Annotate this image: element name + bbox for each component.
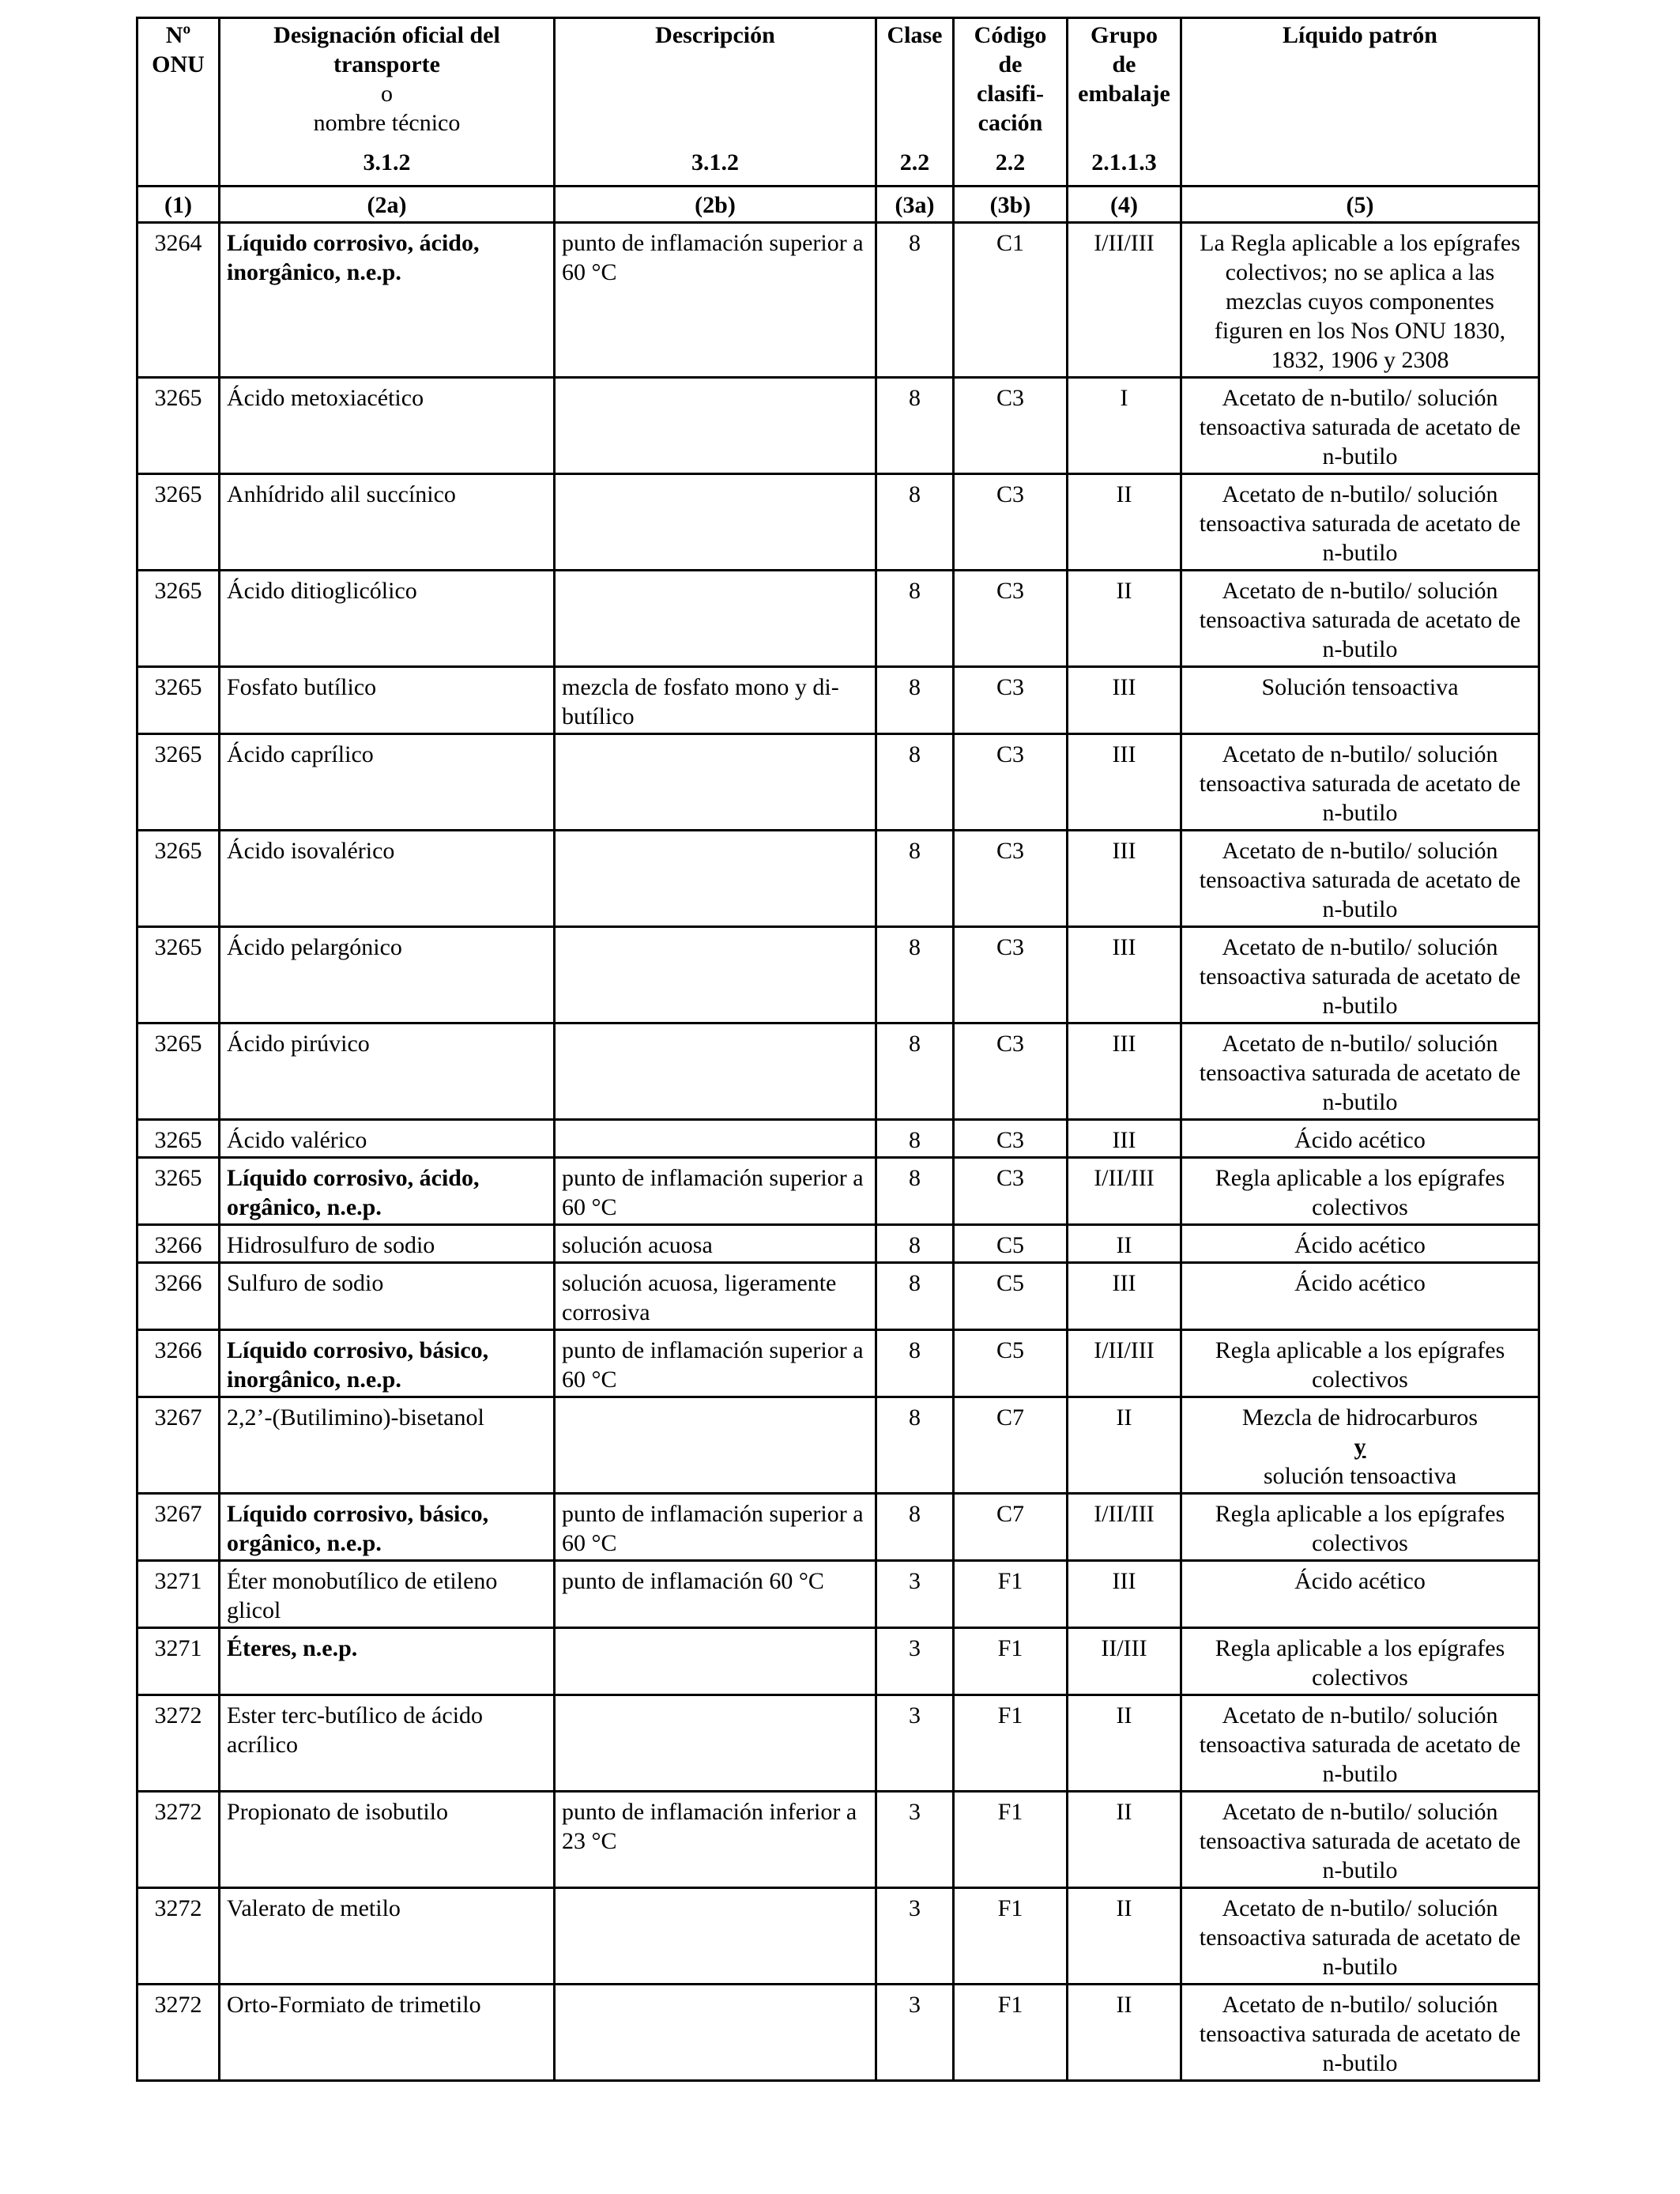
table-row [137, 1120, 1539, 1158]
packing-group-cell: II [1068, 474, 1181, 571]
description-cell [555, 1985, 876, 2081]
class-cell: 3 [876, 1561, 954, 1628]
class-cell: 8 [876, 1330, 954, 1397]
classification-code-cell: C3 [954, 1120, 1068, 1158]
standard-liquid-cell [1181, 1397, 1539, 1494]
packing-group-cell: III [1068, 734, 1181, 831]
class-cell: 8 [876, 1225, 954, 1263]
un-number-cell: 3266 [137, 1330, 220, 1397]
description-cell [555, 1120, 876, 1158]
un-number-cell: 3272 [137, 1792, 220, 1888]
un-number-cell: 3272 [137, 1695, 220, 1792]
header-group-line3: embalaje [1078, 81, 1170, 107]
packing-group-cell: II [1068, 1695, 1181, 1792]
class-cell: 3 [876, 1985, 954, 2081]
column-number: (2b) [555, 187, 876, 223]
class-cell: 8 [876, 223, 954, 378]
standard-liquid-cell: Ácido acético [1181, 1225, 1539, 1263]
classification-code-cell: C7 [954, 1397, 1068, 1494]
official-name-cell: Orto-Formiato de trimetilo [220, 1985, 555, 2081]
classification-code-cell: F1 [954, 1628, 1068, 1695]
description-cell [555, 474, 876, 571]
un-number-cell: 3265 [137, 1023, 220, 1120]
official-name-cell: Éteres, n.e.p. [220, 1628, 555, 1695]
table-row [137, 1397, 1539, 1494]
class-cell: 8 [876, 1158, 954, 1225]
official-name-cell: Ester terc-butílico de ácido acrílico [220, 1695, 555, 1792]
classification-code-cell: C3 [954, 734, 1068, 831]
standard-liquid-cell: Ácido acético [1181, 1561, 1539, 1628]
standard-liquid-cell: Acetato de n-butilo/ solución tensoactiva saturada de acetato de n-butilo [1181, 378, 1539, 474]
header-code-line3: clasifi- [977, 81, 1044, 107]
packing-group-cell: III [1068, 1023, 1181, 1120]
classification-code-cell: C3 [954, 831, 1068, 927]
description-cell: solución acuosa [555, 1225, 876, 1263]
table-row [137, 1023, 1539, 1120]
packing-group-cell: III [1068, 1561, 1181, 1628]
header-group-line1: Grupo [1090, 22, 1158, 48]
packing-group-cell: I/II/III [1068, 1158, 1181, 1225]
description-cell: solución acuosa, ligeramente corrosiva [555, 1263, 876, 1330]
un-number-cell: 3265 [137, 474, 220, 571]
header-official-name [220, 18, 555, 187]
header-official-name-line4: nombre técnico [313, 110, 461, 136]
standard-liquid-cell: Acetato de n-butilo/ solución tensoactiva saturada de acetato de n-butilo [1181, 1888, 1539, 1985]
un-number-cell: 3271 [137, 1628, 220, 1695]
table-row [137, 1792, 1539, 1888]
standard-liquid-cell: Acetato de n-butilo/ solución tensoactiva saturada de acetato de n-butilo [1181, 927, 1539, 1023]
classification-code-cell: C3 [954, 667, 1068, 734]
packing-group-cell: I/II/III [1068, 1494, 1181, 1561]
description-cell: punto de inflamación 60 °C [555, 1561, 876, 1628]
un-number-cell: 3267 [137, 1494, 220, 1561]
column-number-row [137, 187, 1539, 223]
header-description-ref: 3.1.2 [691, 149, 739, 175]
table-row [137, 223, 1539, 378]
un-number-cell: 3265 [137, 378, 220, 474]
header-classification-code [954, 18, 1068, 187]
class-cell: 8 [876, 1023, 954, 1120]
standard-liquid-cell: Acetato de n-butilo/ solución tensoactiva saturada de acetato de n-butilo [1181, 1792, 1539, 1888]
description-cell: punto de inflamación superior a 60 °C [555, 1494, 876, 1561]
table-row [137, 1695, 1539, 1792]
classification-code-cell: F1 [954, 1695, 1068, 1792]
official-name-cell: Sulfuro de sodio [220, 1263, 555, 1330]
description-cell [555, 1695, 876, 1792]
class-cell: 8 [876, 571, 954, 667]
un-number-cell: 3271 [137, 1561, 220, 1628]
packing-group-cell: III [1068, 927, 1181, 1023]
packing-group-cell: II [1068, 1792, 1181, 1888]
class-cell: 8 [876, 1263, 954, 1330]
official-name-cell: Ácido metoxiacético [220, 378, 555, 474]
packing-group-cell: I/II/III [1068, 223, 1181, 378]
standard-liquid-cell: Acetato de n-butilo/ solución tensoactiva saturada de acetato de n-butilo [1181, 831, 1539, 927]
packing-group-cell: II [1068, 1985, 1181, 2081]
un-number-cell: 3266 [137, 1263, 220, 1330]
classification-code-cell: F1 [954, 1561, 1068, 1628]
official-name-cell: Líquido corrosivo, ácido, inorgânico, n.e.p. [220, 223, 555, 378]
class-cell: 8 [876, 1397, 954, 1494]
packing-group-cell: II [1068, 571, 1181, 667]
table-row [137, 1263, 1539, 1330]
header-class-ref: 2.2 [899, 149, 930, 175]
un-number-cell: 3265 [137, 1158, 220, 1225]
table-row [137, 571, 1539, 667]
standard-liquid-line: Mezcla de hidrocarburos [1241, 1404, 1478, 1431]
description-cell: mezcla de fosfato mono y di-butílico [555, 667, 876, 734]
table-row [137, 474, 1539, 571]
classification-code-cell: F1 [954, 1985, 1068, 2081]
packing-group-cell: II [1068, 1397, 1181, 1494]
column-number: (1) [137, 187, 220, 223]
un-number-cell: 3272 [137, 1888, 220, 1985]
classification-code-cell: C3 [954, 474, 1068, 571]
classification-code-cell: C5 [954, 1225, 1068, 1263]
header-official-name-ref: 3.1.2 [363, 149, 411, 175]
official-name-cell: Éter monobutílico de etileno glicol [220, 1561, 555, 1628]
table-row [137, 1225, 1539, 1263]
header-un-number-line2: ONU [152, 51, 205, 77]
class-cell: 8 [876, 667, 954, 734]
official-name-cell: Hidrosulfuro de sodio [220, 1225, 555, 1263]
packing-group-cell: III [1068, 1120, 1181, 1158]
table-row [137, 1330, 1539, 1397]
packing-group-cell: I/II/III [1068, 1330, 1181, 1397]
official-name-cell: Ácido caprílico [220, 734, 555, 831]
header-row [137, 18, 1539, 187]
header-un-number [137, 18, 220, 187]
class-cell: 3 [876, 1695, 954, 1792]
header-group-ref: 2.1.1.3 [1091, 149, 1157, 175]
table-row [137, 667, 1539, 734]
official-name-cell: Líquido corrosivo, ácido, orgânico, n.e.p. [220, 1158, 555, 1225]
classification-code-cell: C3 [954, 1023, 1068, 1120]
classification-code-cell: C7 [954, 1494, 1068, 1561]
description-cell [555, 571, 876, 667]
classification-code-cell: F1 [954, 1792, 1068, 1888]
header-code-line4: cación [977, 110, 1043, 136]
packing-group-cell: II [1068, 1888, 1181, 1985]
standard-liquid-cell: Acetato de n-butilo/ solución tensoactiva saturada de acetato de n-butilo [1181, 571, 1539, 667]
header-description-title: Descripción [655, 22, 775, 48]
table-row [137, 1888, 1539, 1985]
classification-code-cell: C3 [954, 927, 1068, 1023]
packing-group-cell: II/III [1068, 1628, 1181, 1695]
standard-liquid-cell: Acetato de n-butilo/ solución tensoactiva saturada de acetato de n-butilo [1181, 1985, 1539, 2081]
header-official-name-line1: Designación oficial del [273, 22, 500, 48]
description-cell: punto de inflamación inferior a 23 °C [555, 1792, 876, 1888]
description-cell [555, 1023, 876, 1120]
un-number-cell: 3265 [137, 831, 220, 927]
column-number: (4) [1068, 187, 1181, 223]
packing-group-cell: II [1068, 1225, 1181, 1263]
table-row [137, 1158, 1539, 1225]
table-row [137, 1985, 1539, 2081]
description-cell [555, 831, 876, 927]
classification-code-cell: C3 [954, 1158, 1068, 1225]
standard-liquid-cell: Acetato de n-butilo/ solución tensoactiva saturada de acetato de n-butilo [1181, 734, 1539, 831]
header-group-line2: de [1112, 51, 1136, 77]
class-cell: 8 [876, 831, 954, 927]
table-row [137, 927, 1539, 1023]
un-number-cell: 3265 [137, 667, 220, 734]
official-name-cell: Ácido pelargónico [220, 927, 555, 1023]
classification-code-cell: F1 [954, 1888, 1068, 1985]
classification-code-cell: C3 [954, 571, 1068, 667]
description-cell [555, 1397, 876, 1494]
description-cell [555, 927, 876, 1023]
standard-liquid-cell: Ácido acético [1181, 1120, 1539, 1158]
header-official-name-line3: o [381, 81, 393, 107]
official-name-cell: 2,2’-(Butilimino)-bisetanol [220, 1397, 555, 1494]
standard-liquid-line: solución tensoactiva [1263, 1463, 1457, 1489]
standard-liquid-cell: Acetato de n-butilo/ solución tensoactiva saturada de acetato de n-butilo [1181, 474, 1539, 571]
class-cell: 3 [876, 1628, 954, 1695]
table-row [137, 1561, 1539, 1628]
table-row [137, 831, 1539, 927]
packing-group-cell: III [1068, 831, 1181, 927]
un-number-cell: 3272 [137, 1985, 220, 2081]
class-cell: 8 [876, 378, 954, 474]
standard-liquid-cell: Regla aplicable a los epígrafes colectivos [1181, 1628, 1539, 1695]
standard-liquid-cell: Solución tensoactiva [1181, 667, 1539, 734]
un-number-cell: 3267 [137, 1397, 220, 1494]
column-number: (3b) [954, 187, 1068, 223]
class-cell: 3 [876, 1792, 954, 1888]
class-cell: 8 [876, 1494, 954, 1561]
class-cell: 8 [876, 474, 954, 571]
standard-liquid-cell: Regla aplicable a los epígrafes colectivos [1181, 1158, 1539, 1225]
standard-liquid-cell: Acetato de n-butilo/ solución tensoactiva saturada de acetato de n-butilo [1181, 1023, 1539, 1120]
description-cell [555, 1628, 876, 1695]
un-number-cell: 3265 [137, 1120, 220, 1158]
column-number: (3a) [876, 187, 954, 223]
header-class-title: Clase [887, 22, 943, 48]
packing-group-cell: III [1068, 1263, 1181, 1330]
classification-code-cell: C3 [954, 378, 1068, 474]
table-row [137, 1628, 1539, 1695]
header-standard-liquid [1181, 18, 1539, 187]
official-name-cell: Fosfato butílico [220, 667, 555, 734]
table-row [137, 1494, 1539, 1561]
official-name-cell: Ácido ditioglicólico [220, 571, 555, 667]
header-class [876, 18, 954, 187]
header-code-line2: de [998, 51, 1023, 77]
header-official-name-line2: transporte [333, 51, 440, 77]
standard-liquid-conjunction: y [1354, 1434, 1366, 1460]
un-number-cell: 3265 [137, 927, 220, 1023]
packing-group-cell: III [1068, 667, 1181, 734]
un-number-cell: 3264 [137, 223, 220, 378]
dangerous-goods-table [136, 17, 1540, 2082]
table-row [137, 734, 1539, 831]
un-number-cell: 3266 [137, 1225, 220, 1263]
standard-liquid-cell: La Regla aplicable a los epígrafes colectivos; no se aplica a las mezclas cuyos componentes figuren en los Nos ONU 1830, 1832, 1906 y 2308 [1181, 223, 1539, 378]
standard-liquid-cell: Acetato de n-butilo/ solución tensoactiva saturada de acetato de n-butilo [1181, 1695, 1539, 1792]
header-code-ref: 2.2 [995, 149, 1026, 175]
un-number-cell: 3265 [137, 571, 220, 667]
description-cell [555, 1888, 876, 1985]
official-name-cell: Ácido valérico [220, 1120, 555, 1158]
standard-liquid-cell: Regla aplicable a los epígrafes colectivos [1181, 1330, 1539, 1397]
classification-code-cell: C1 [954, 223, 1068, 378]
table-body [137, 223, 1539, 2081]
column-number: (2a) [220, 187, 555, 223]
official-name-cell: Propionato de isobutilo [220, 1792, 555, 1888]
header-un-number-line1: Nº [165, 22, 191, 48]
table-row [137, 378, 1539, 474]
description-cell: punto de inflamación superior a 60 °C [555, 1330, 876, 1397]
class-cell: 8 [876, 1120, 954, 1158]
standard-liquid-cell: Regla aplicable a los epígrafes colectivos [1181, 1494, 1539, 1561]
description-cell [555, 378, 876, 474]
un-number-cell: 3265 [137, 734, 220, 831]
standard-liquid-cell: Ácido acético [1181, 1263, 1539, 1330]
description-cell: punto de inflamación superior a 60 °C [555, 1158, 876, 1225]
official-name-cell: Anhídrido alil succínico [220, 474, 555, 571]
packing-group-cell: I [1068, 378, 1181, 474]
header-description [555, 18, 876, 187]
official-name-cell: Líquido corrosivo, básico, orgânico, n.e.p. [220, 1494, 555, 1561]
official-name-cell: Ácido isovalérico [220, 831, 555, 927]
description-cell [555, 734, 876, 831]
official-name-cell: Valerato de metilo [220, 1888, 555, 1985]
header-code-line1: Código [974, 22, 1047, 48]
classification-code-cell: C5 [954, 1330, 1068, 1397]
class-cell: 8 [876, 734, 954, 831]
header-standard-liquid-title: Líquido patrón [1283, 22, 1437, 48]
classification-code-cell: C5 [954, 1263, 1068, 1330]
class-cell: 3 [876, 1888, 954, 1985]
official-name-cell: Líquido corrosivo, básico, inorgânico, n.e.p. [220, 1330, 555, 1397]
description-cell: punto de inflamación superior a 60 °C [555, 223, 876, 378]
official-name-cell: Ácido pirúvico [220, 1023, 555, 1120]
column-number: (5) [1181, 187, 1539, 223]
class-cell: 8 [876, 927, 954, 1023]
header-packing-group [1068, 18, 1181, 187]
